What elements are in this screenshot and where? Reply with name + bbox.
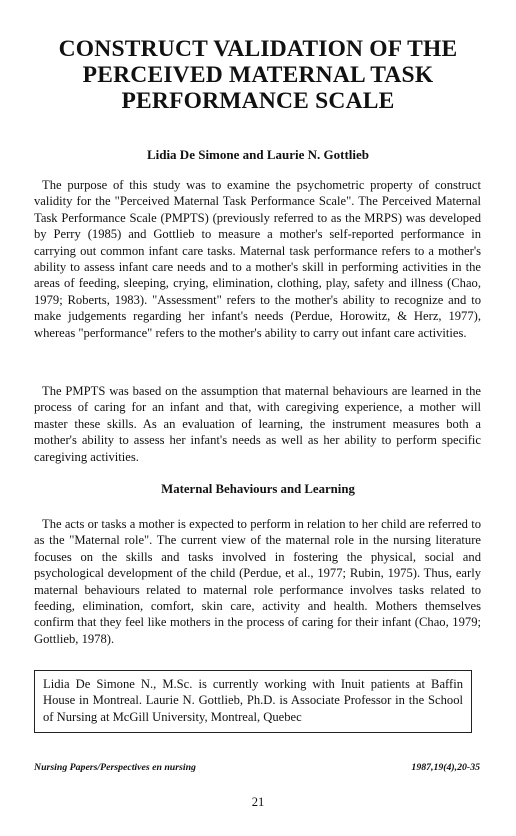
page-number: 21: [251, 795, 265, 809]
body-paragraph-2: The PMPTS was based on the assumption that maternal behaviours are learned in the process of caring for an infant and that, with caregiving experience, a mother will master these skills. As an evaluation of learning, the instrument measures both a mother's ability to assess her infant's needs as well as her ability to perform specific caregiving activities.: [34, 384, 481, 464]
author-note-box: Lidia De Simone N., M.Sc. is currently working with Inuit patients at Baffin House in Montreal. Laurie N. Gottlieb, Ph.D. is Associate Professor in the School of Nursing at McGill University, Montreal, Quebec: [34, 670, 472, 733]
article-title: CONSTRUCT VALIDATION OF THE PERCEIVED MATERNAL TASK PERFORMANCE SCALE: [58, 36, 458, 114]
body-paragraph-3: The acts or tasks a mother is expected to perform in relation to her child are referred to as the "Maternal role". The current view of the maternal role in the nursing literature focuses on the skills and tasks involved in fostering the physical, social and psychological development of the child (Perdue, et al., 1977; Rubin, 1975). Thus, early maternal behaviours related to maternal role performance involves tasks related to feeding, elimination, comfort, skin care, activity and health. Mothers themselves confirm that they feel like mothers in the process of caring for their infant (Chao, 1979; Gottlieb, 1978).: [34, 517, 481, 646]
article-authors: Lidia De Simone and Laurie N. Gottlieb: [146, 147, 370, 162]
journal-name: Nursing Papers/Perspectives en nursing: [34, 762, 196, 773]
journal-citation: 1987,19(4),20-35: [411, 762, 480, 773]
section-heading: Maternal Behaviours and Learning: [161, 482, 355, 496]
body-paragraph-1: The purpose of this study was to examine the psychometric property of construct validity for the "Perceived Maternal Task Performance Scale". The Perceived Maternal Task Performance Scale (PMPTS) (previously referred to as the MRPS) was developed by Perry (1985) and Gottlieb to measure a mother's self-reported performance in carrying out common infant care tasks. Maternal task performance refers to a mother's ability to assess infant care needs and to a mother's skill in performing activities in the areas of feeding, sleeping, crying, elimination, clothing, play, safety and illness (Chao, 1979; Roberts, 1983). "Assessment" refers to the mother's ability to recognize and to make judgements regarding her infant's needs (Perdue, Horowitz, & Herz, 1977), whereas "performance" refers to the mother's ability to carry out infant care activities.: [34, 178, 481, 340]
